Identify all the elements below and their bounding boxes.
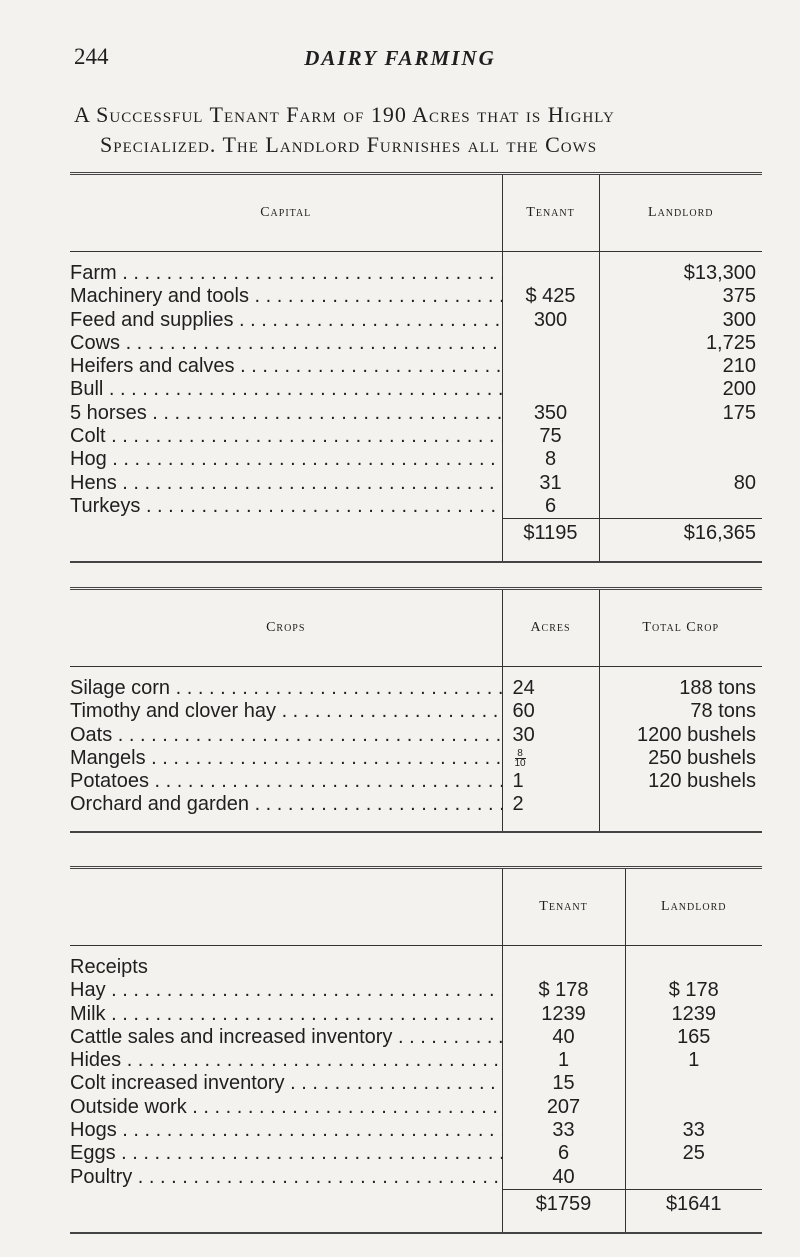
page-header [0, 44, 800, 76]
receipts-table [70, 866, 762, 1234]
receipts-col-tenant: Tenant [502, 869, 625, 946]
table-row: Silage corn . . . 24 188 tons [70, 677, 762, 700]
table-row: Mangels . . . $\frac{8}{10}$ 250 bushels [70, 747, 762, 770]
table-row: Feed and supplies . . . 300 300 [70, 309, 762, 332]
page-number: 244 [74, 44, 109, 69]
table-row: Hay . . . $ 178 $ 178 [70, 979, 762, 1002]
receipts-total-landlord: $1641 [625, 1189, 762, 1218]
capital-table [70, 172, 762, 563]
crops-header-row [70, 590, 762, 667]
capital-col-landlord: Landlord [599, 175, 762, 252]
table-row: Hog . . . 8 [70, 448, 762, 471]
capital-totals-row [70, 519, 762, 548]
capital-total-landlord: $16,365 [599, 519, 762, 548]
table-row: Oats . . . 30 1200 bushels [70, 724, 762, 747]
table-row: Hogs . . . 33 33 [70, 1119, 762, 1142]
crops-col-acres: Acres [502, 590, 599, 667]
table-row: 5 horses . . . 350 175 [70, 402, 762, 425]
crops-col-crops: Crops [70, 590, 502, 667]
table-row: Potatoes . . . 1 120 bushels [70, 770, 762, 793]
receipts-section-label: Receipts [70, 956, 148, 978]
crops-col-total: Total Crop [599, 590, 762, 667]
crops-table [70, 587, 762, 833]
receipts-section-row [70, 956, 762, 979]
running-title: DAIRY FARMING [304, 46, 496, 70]
table-row: Heifers and calves . . . 210 [70, 355, 762, 378]
table-caption [74, 100, 774, 160]
table-row: Poultry . . . 40 [70, 1166, 762, 1190]
capital-total-tenant: $1195 [502, 519, 599, 548]
capital-col-capital: Capital [70, 175, 502, 252]
table-row: Turkeys . . . 6 [70, 495, 762, 519]
capital-header-row [70, 175, 762, 252]
receipts-col-landlord: Landlord [625, 869, 762, 946]
caption-line-1: A Successful Tenant Farm of 190 Acres that is Highly [74, 102, 615, 127]
table-row: Hens . . . 31 80 [70, 472, 762, 495]
receipts-col-blank [70, 869, 502, 946]
receipts-totals-row [70, 1189, 762, 1218]
table-row: Outside work . . . 207 [70, 1096, 762, 1119]
receipts-header-row [70, 869, 762, 946]
table-row: Machinery and tools . . . $ 425 375 [70, 285, 762, 308]
receipts-total-tenant: $1759 [502, 1189, 625, 1218]
table-row: Colt . . . 75 [70, 425, 762, 448]
table-row: Timothy and clover hay . . . 60 78 tons [70, 700, 762, 723]
table-row: Eggs . . . 6 25 [70, 1142, 762, 1165]
table-row: Milk . . . 1239 1239 [70, 1003, 762, 1026]
table-row: Bull . . . 200 [70, 378, 762, 401]
caption-line-2: Specialized. The Landlord Furnishes all the Cows [100, 132, 598, 157]
table-row: Hides . . . 1 1 [70, 1049, 762, 1072]
table-row: Farm . . . $13,300 [70, 262, 762, 285]
capital-col-tenant: Tenant [502, 175, 599, 252]
table-row: Cows . . . 1,725 [70, 332, 762, 355]
table-row: Colt increased inventory . . . 15 [70, 1072, 762, 1095]
table-row: Cattle sales and increased inventory . . . 40 165 [70, 1026, 762, 1049]
mangels-acres-fraction: $\frac{8}{10}$ [514, 748, 526, 770]
table-row: Orchard and garden . . . 2 [70, 793, 762, 816]
